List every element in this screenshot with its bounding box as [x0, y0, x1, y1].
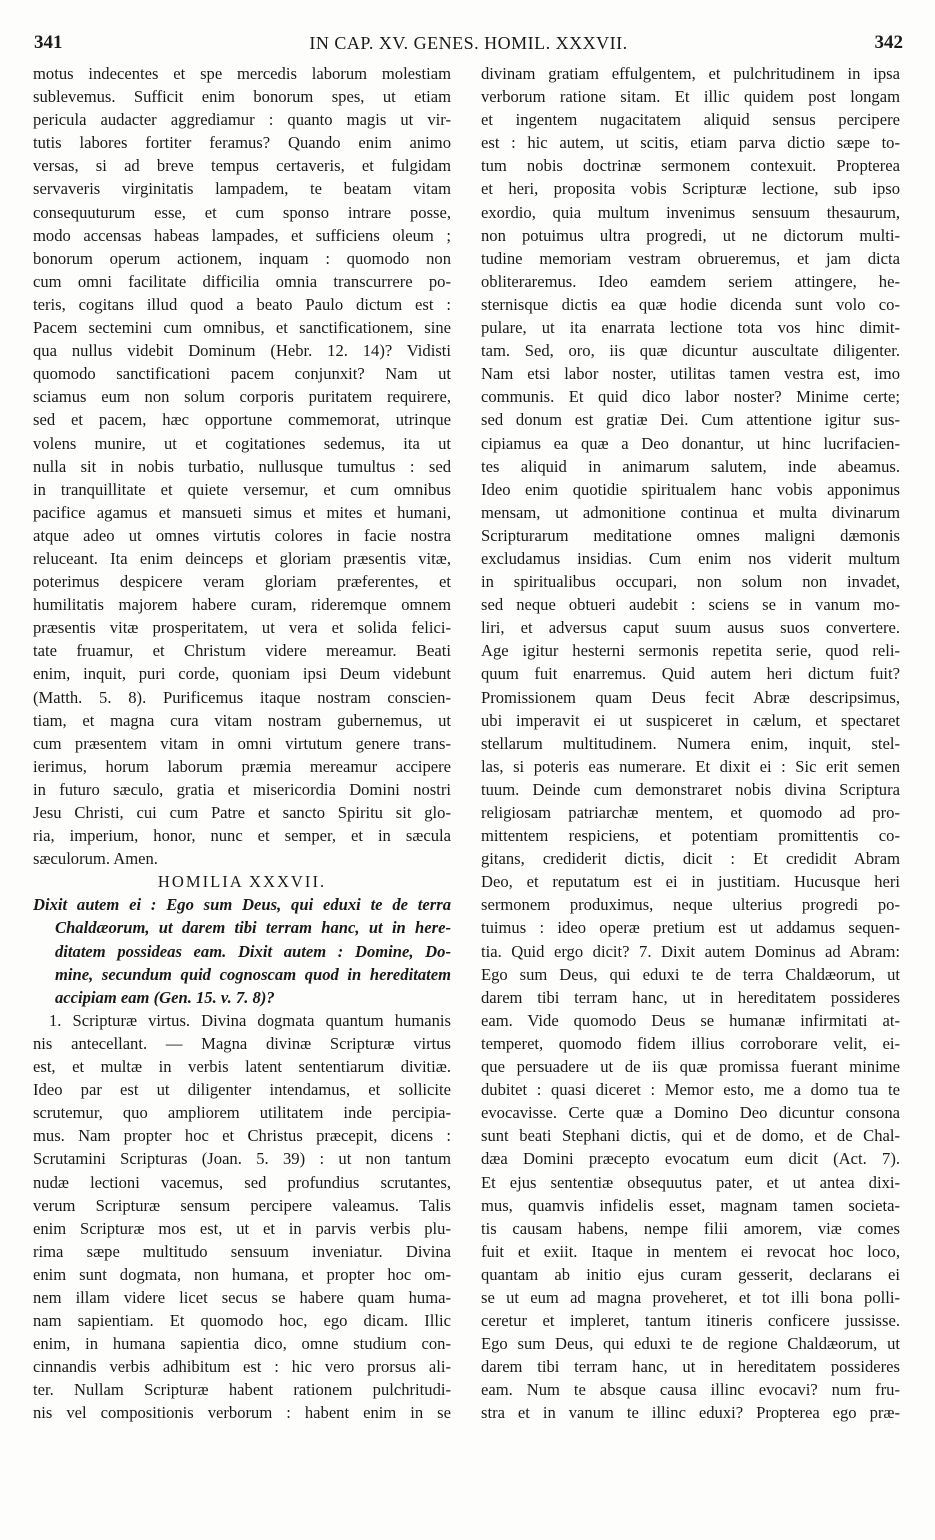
text-line: Chaldæorum, ut darem tibi terram hanc, ut in here-: [55, 918, 451, 938]
text-line: humilitatis majorem habere curam, rideremque omnem: [33, 595, 451, 615]
text-line: non potuimus ultra progredi, ut ne dictorum multi-: [481, 225, 900, 245]
text-line: eam. Num te absque causa illinc evocavi? num fru-: [481, 1380, 900, 1400]
text-line: enim, inquit, puri corde, quoniam ipsi Deum videbunt: [33, 664, 451, 684]
text-line: reluceant. Ita enim deinceps et gloriam præsentis vitæ,: [33, 548, 451, 568]
text-line: fuit et exiit. Itaque in mentem ei revocat hoc loco,: [481, 1241, 900, 1261]
text-line: Ideo par est ut diligenter intendamus, et sollicite: [33, 1080, 451, 1100]
text-line: est, et multæ in verbis latent sententiarum divitiæ.: [33, 1057, 451, 1077]
text-line: Promissionem quam Deus fecit Abræ descripsimus,: [481, 687, 900, 707]
text-line: stellarum multitudinem. Numera enim, inquit, stel-: [481, 733, 900, 753]
text-line: sed neque obtueri audebit : sciens se in vanum mo-: [481, 595, 900, 615]
text-line: verum Scripturæ sensum percipere valeamus. Talis: [33, 1195, 451, 1215]
right-text-column: [481, 62, 900, 1425]
text-line: evocavisse. Certe quæ a Domino Deo dicuntur consona: [481, 1103, 900, 1123]
text-line: servaveris virginitatis lampadem, te beatam vitam: [33, 179, 451, 199]
text-line: tes aliquid in animarum salutem, inde abeamus.: [481, 456, 900, 476]
page-number-right: 342: [874, 32, 903, 53]
text-line: sed donum est gratiæ Dei. Cum attentione igitur sus-: [481, 410, 900, 430]
text-line: Ego sum Deus, qui eduxi te de regione Chaldæorum, ut: [481, 1334, 900, 1354]
text-line: tis causam habens, nempe filii amorem, viæ comes: [481, 1218, 900, 1238]
text-line: mine, secundum quid cognoscam quod in hereditatem: [55, 964, 451, 984]
text-line: quum fuit enarremus. Quid autem heri dictum fuit?: [481, 664, 900, 684]
text-line: nudæ lectioni vacemus, sed profundius scrutantes,: [33, 1172, 451, 1192]
text-line: quomodo sanctificationi pacem conjunxit? Nam ut: [33, 364, 451, 384]
text-line: obliteraremus. Ideo eamdem seriem attingere, he-: [481, 271, 900, 291]
text-line: mus, quamvis infidelis esset, magnam tamen societa-: [481, 1195, 900, 1215]
text-line: nem illam videre licet secus se habere quam huma-: [33, 1287, 451, 1307]
text-line: religiosam patriarchæ mentem, et quomodo ad pro-: [481, 803, 900, 822]
text-line: tia. Quid ergo dicit? 7. Dixit autem Dominus ad Abram:: [481, 941, 900, 961]
text-line: darem tibi terram hanc, ut in hereditatem possideres: [481, 1357, 900, 1377]
text-line: HOMILIA XXXVII.: [157, 872, 327, 892]
page-number-left: 341: [34, 32, 63, 53]
text-line: ubi imperavit ei ut suspiceret in cælum, et spectaret: [481, 710, 900, 730]
text-line: cinnandis verbis adhibitum est : hic vero prorsus ali-: [33, 1357, 451, 1377]
text-line: ter. Nullam Scripturæ habent rationem pulchritudi-: [33, 1380, 451, 1400]
text-line: Pacem sectemini cum omnibus, et sanctificationem, sine: [33, 318, 451, 338]
text-line: ditatem possideas eam. Dixit autem : Domine, Do-: [55, 941, 451, 961]
text-line: sternisque dictis ea quæ hodie dicenda sunt volo co-: [481, 294, 900, 314]
text-line: Scrutamini Scripturas (Joan. 5. 39) : ut non tantum: [33, 1149, 451, 1169]
text-line: sed et pacem, hæc opportune commemorat, utrinque: [33, 410, 451, 430]
text-line: communis. Et quid dico labor noster? Minime certe;: [481, 387, 900, 407]
text-line: gitans, crediderit dictis, dicit : Et credidit Abram: [481, 849, 900, 869]
text-line: sæculorum. Amen.: [33, 849, 158, 869]
text-line: nam sapientiam. Et quomodo hoc, ego dicam. Illic: [33, 1311, 451, 1331]
text-line: Age igitur hesterni sermonis repetita serie, quod reli-: [481, 641, 900, 661]
text-line: nis vel compositionis verborum : habent enim in se: [33, 1403, 451, 1423]
text-line: Ego sum Deus, qui eduxi te de terra Chaldæorum, ut: [481, 964, 900, 984]
text-line: enim, in humana sapientia dico, omne studium con-: [33, 1334, 451, 1354]
text-line: ria, imperium, honor, nunc et semper, et in sæcula: [33, 826, 451, 846]
text-line: pulare, ut ita enarrata lectione tota vos hinc dimit-: [481, 318, 900, 338]
text-line: tudine memoriam vestram obrueremus, et jam dicta: [481, 248, 900, 268]
text-line: tum nobis doctrinæ sermonem contexuit. Propterea: [481, 156, 900, 176]
text-line: sermonem produximus, neque ulterius progredi po-: [481, 895, 900, 915]
text-line: mus. Nam propter hoc et Christus præcepit, dicens :: [33, 1126, 451, 1146]
text-line: ierimus, horum laborum præmia mereamur accipere: [33, 756, 451, 776]
text-line: et heri, proposita vobis Scripturæ lectione, sub ipso: [481, 179, 900, 199]
text-line: 1. Scripturæ virtus. Divina dogmata quantum humanis: [49, 1010, 451, 1030]
text-line: darem tibi terram hanc, ut in hereditatem possideres: [481, 987, 900, 1007]
text-line: scrutemur, quo ampliorem utilitatem inde percipia-: [33, 1103, 451, 1123]
text-line: sublevemus. Sufficit enim bonorum spes, ut etiam: [33, 87, 451, 107]
text-line: (Matth. 5. 8). Purificemus itaque nostram conscien-: [33, 687, 451, 707]
text-line: dubitet : quasi diceret : Memor esto, me a domo tua te: [481, 1080, 900, 1100]
text-line: excludamus insidias. Cum enim nos viderit multum: [481, 548, 900, 568]
text-line: pacifice agamus et mansueti simus et mites et humani,: [33, 502, 451, 522]
text-line: atque adeo ut omnes virtutis colores in facie nostra: [33, 525, 451, 545]
text-line: verborum ratione sitam. Et illic quidem post longam: [481, 87, 900, 107]
text-line: que persuadere ut de iis quæ promissa fuerant minime: [481, 1057, 900, 1077]
text-line: præsentis vitæ prosperitatem, ut vera et solida felici-: [33, 618, 451, 638]
text-line: divinam gratiam effulgentem, et pulchritudinem in ipsa: [481, 64, 900, 83]
text-line: las, si poteris eas numerare. Et dixit ei : Sic erit semen: [481, 756, 900, 776]
text-line: cum omni facilitate difficilia omnia transcurrere po-: [33, 271, 451, 291]
text-line: sciamus eum non solum corporis puritatem requirere,: [33, 387, 451, 407]
text-line: ceretur et impleret, tantum itineris conficere jussisse.: [481, 1311, 900, 1331]
text-line: enim sunt dogmata, non humana, et propter hoc om-: [33, 1264, 451, 1284]
text-line: mittentem respiciens, et potentiam promittentis co-: [481, 826, 900, 846]
running-title: IN CAP. XV. GENES. HOMIL. XXXVII.: [309, 33, 628, 53]
text-line: tuimus : ideo operæ pretium est ut addamus sequen-: [481, 918, 900, 938]
text-line: dæa Domini præcepto evocatum eum dicit (Act. 7).: [481, 1149, 900, 1169]
left-text-column: [33, 62, 451, 1425]
text-line: eam. Vide quomodo Deus se humanæ infirmitati at-: [481, 1010, 900, 1030]
text-line: nulla sit in nobis turbatio, nullusque tumultus : sed: [33, 456, 451, 476]
text-line: exordio, quia multum invenimus sensuum thesaurum,: [481, 202, 900, 222]
text-line: volens munire, ut et cogitationes sedemus, ita ut: [33, 433, 451, 453]
text-line: pericula audacter aggrediamur : quanto magis ut vir-: [33, 110, 451, 130]
text-line: rima sæpe multitudo sensuum inveniatur. Divina: [33, 1241, 451, 1261]
text-line: motus indecentes et spe mercedis laborum molestiam: [33, 64, 451, 83]
text-line: Jesu Christi, cui cum Patre et sancto Spiritu sit glo-: [33, 803, 451, 822]
text-line: stra et in vanum te illinc eduxi? Propterea ego præ-: [481, 1403, 900, 1423]
text-line: Ideo enim quotidie spiritualem hanc vobis apponimus: [481, 479, 900, 499]
text-line: temperet, quomodo fidem illius corroborare velit, ei-: [481, 1033, 900, 1053]
text-line: qua nullus videbit Dominum (Hebr. 12. 14)? Vidisti: [33, 341, 451, 361]
text-line: teris, cogitans illud quod a beato Paulo dictum est :: [33, 294, 451, 314]
text-line: Et ejus sententiæ obsequutus pater, et ut antea dixi-: [481, 1172, 900, 1192]
text-line: Nam etsi labor noster, utilitas tamen vestra est, imo: [481, 364, 900, 384]
text-line: Scripturarum meditatione omnes maligni dæmonis: [481, 525, 900, 545]
text-line: sunt beati Stephani dictis, qui et de domo, et de Chal-: [481, 1126, 900, 1146]
text-line: tate fruamur, et Christum videre mereamur. Beati: [33, 641, 451, 661]
text-line: Dixit autem ei : Ego sum Deus, qui eduxi te de terra: [33, 895, 451, 915]
text-line: et ingentem nugacitatem aliquid sensus percipere: [481, 110, 900, 130]
text-line: modo accensas habeas lampades, et sufficiens oleum ;: [33, 225, 451, 245]
text-line: Deo, et reputatum est ei in justitiam. Hucusque heri: [481, 872, 900, 892]
text-line: enim Scripturæ mos est, ut et in parvis verbis plu-: [33, 1218, 451, 1238]
text-line: accipiam eam (Gen. 15. v. 7. 8)?: [55, 987, 275, 1007]
text-line: bonorum operum actionem, inquam : quomodo non: [33, 248, 451, 268]
text-line: consequuturum esse, et cum sponso intrare posse,: [33, 202, 451, 222]
running-header: [34, 32, 903, 58]
text-line: in spiritualibus occupari, non solum non invadet,: [481, 572, 900, 592]
text-line: poterimus despicere veram gloriam præferentes, et: [33, 572, 451, 592]
text-line: in tranquillitate et quiete versemur, et cum omnibus: [33, 479, 451, 499]
text-line: tutis labores fortiter feramus? Quando enim animo: [33, 133, 451, 153]
text-line: tam. Sed, oro, iis quæ dicuntur auscultate diligenter.: [481, 341, 900, 361]
text-line: cipiamus ea quæ a Deo donantur, ut hinc lucrifacien-: [481, 433, 900, 453]
text-line: nis antecellant. — Magna divinæ Scripturæ virtus: [33, 1033, 451, 1053]
text-line: versas, si ad breve tempus certaveris, et fulgidam: [33, 156, 451, 176]
text-line: liri, et adversus caput suum ausus suos convertere.: [481, 618, 900, 638]
text-line: tiam, et magna cura vitam nostram gubernemus, ut: [33, 710, 451, 730]
text-line: est : hic autem, ut scitis, etiam parva dictio sæpe to-: [481, 133, 900, 153]
text-line: tuum. Deinde cum demonstraret nobis divina Scriptura: [481, 779, 900, 799]
text-line: cum præsentem vitam in omni virtutum genere trans-: [33, 733, 451, 753]
text-line: mensam, ut admonitione continua et multa divinarum: [481, 502, 900, 522]
text-line: se ut eum ad magna proveheret, et tot illi bona polli-: [481, 1287, 900, 1307]
text-line: in futuro sæculo, gratia et misericordia Domini nostri: [33, 779, 451, 799]
text-line: quantam ab initio ejus curam gesserit, declarans ei: [481, 1264, 900, 1284]
